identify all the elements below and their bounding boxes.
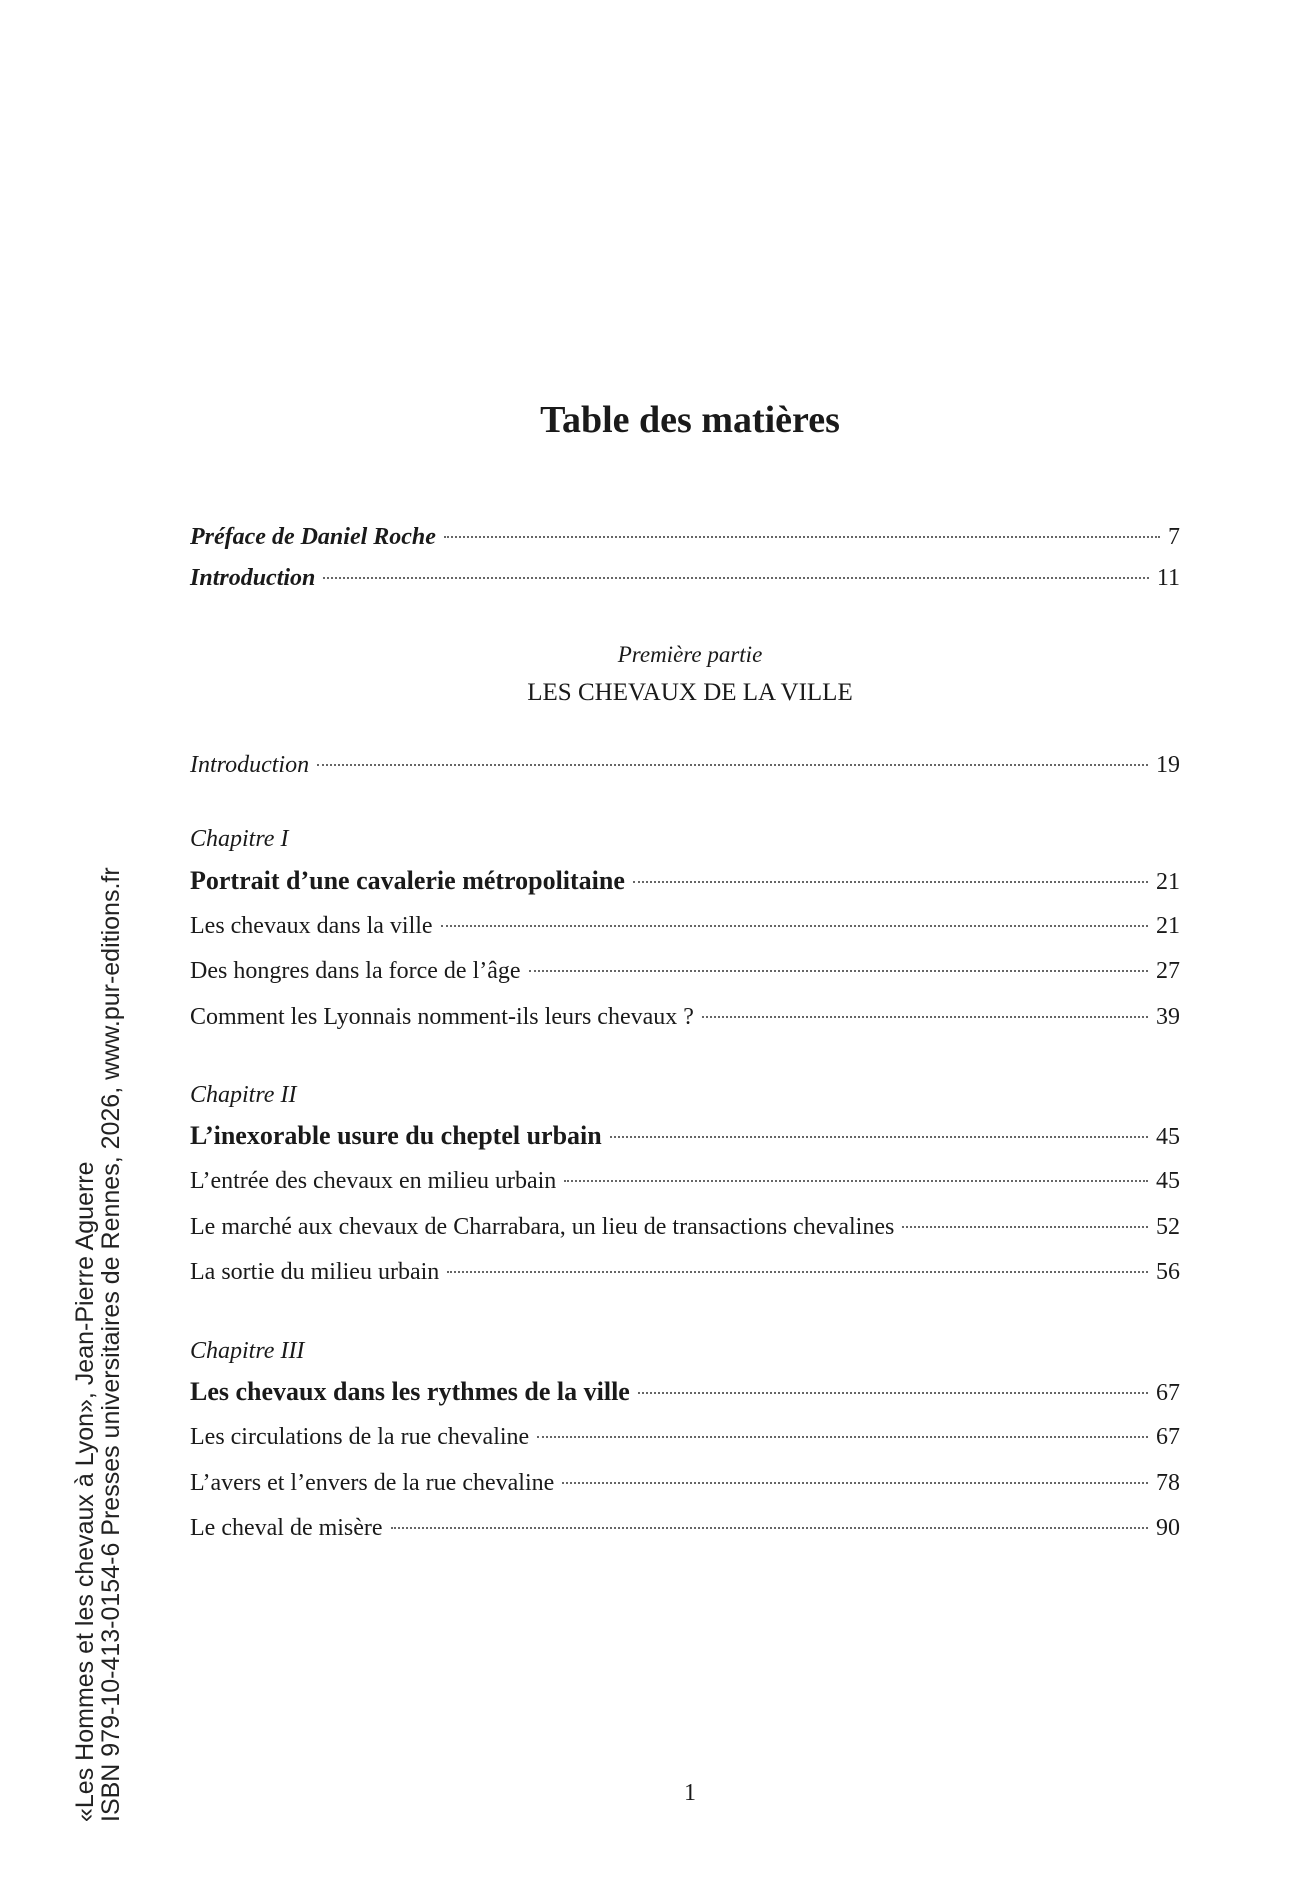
toc-entry-label: L’entrée des chevaux en milieu urbain <box>190 1168 557 1194</box>
toc-entry-label: Introduction <box>190 565 316 591</box>
side-credit <box>72 867 124 1822</box>
dot-leader <box>702 1016 1148 1018</box>
toc-entry-part-introduction[interactable] <box>190 750 1180 780</box>
chapter-label: Chapitre I <box>190 826 289 852</box>
toc-entry-section[interactable] <box>190 911 1180 941</box>
dot-leader <box>444 536 1160 538</box>
toc-entry-label: Introduction <box>190 752 310 778</box>
toc-entry-label: Le marché aux chevaux de Charrabara, un lieu de transactions chevalines <box>190 1214 895 1240</box>
toc-entry-chapter-title[interactable] <box>190 866 1180 897</box>
side-credit-line: ISBN 979-10-413-0154-6 Presses universitaires de Rennes, 2026, www.pur-editions.fr <box>97 867 125 1822</box>
toc-page-number: 21 <box>1156 869 1180 895</box>
toc-page-number: 11 <box>1156 565 1180 591</box>
chapter-label: Chapitre III <box>190 1338 305 1364</box>
dot-leader <box>562 1482 1148 1484</box>
toc-entry-label: Les chevaux dans la ville <box>190 913 433 939</box>
dot-leader <box>441 925 1148 927</box>
toc-entry-preface[interactable] <box>190 522 1180 552</box>
dot-leader <box>633 881 1148 883</box>
dot-leader <box>447 1271 1148 1273</box>
dot-leader <box>902 1226 1148 1228</box>
toc-entry-label: Les chevaux dans les rythmes de la ville <box>190 1377 630 1406</box>
dot-leader <box>564 1180 1148 1182</box>
part-label: Première partie <box>617 642 763 667</box>
toc-page-number: 27 <box>1156 958 1180 984</box>
toc-page-number: 39 <box>1156 1004 1180 1030</box>
toc-entry-label: L’inexorable usure du cheptel urbain <box>190 1121 602 1150</box>
toc-page-number: 45 <box>1156 1168 1180 1194</box>
dot-leader <box>317 764 1148 766</box>
toc-page-number: 67 <box>1156 1424 1180 1450</box>
toc-entry-section[interactable] <box>190 1166 1180 1196</box>
toc-entry-chapter-title[interactable] <box>190 1121 1180 1152</box>
toc-entry-label: Les circulations de la rue chevaline <box>190 1424 530 1450</box>
page-title: Table des matières <box>540 399 840 441</box>
toc-entry-introduction[interactable] <box>190 563 1180 593</box>
toc-entry-label: Comment les Lyonnais nomment-ils leurs chevaux ? <box>190 1004 694 1030</box>
dot-leader <box>537 1436 1148 1438</box>
page-number: 1 <box>684 1780 696 1806</box>
toc-entry-section[interactable] <box>190 1257 1180 1287</box>
toc-page-number: 21 <box>1156 913 1180 939</box>
dot-leader <box>323 577 1149 579</box>
toc-page-number: 7 <box>1168 524 1180 550</box>
toc-entry-label: Le cheval de misère <box>190 1515 383 1541</box>
toc-entry-label: L’avers et l’envers de la rue chevaline <box>190 1470 555 1496</box>
toc-entry-chapter-title[interactable] <box>190 1377 1180 1408</box>
chapter-label: Chapitre II <box>190 1082 297 1108</box>
side-credit-line: «Les Hommes et les chevaux à Lyon», Jean-Pierre Aguerre <box>71 1161 99 1822</box>
toc-page-number: 56 <box>1156 1259 1180 1285</box>
dot-leader <box>529 970 1148 972</box>
dot-leader <box>638 1392 1148 1394</box>
toc-page-number: 19 <box>1156 752 1180 778</box>
toc-entry-label: Préface de Daniel Roche <box>190 524 436 550</box>
toc-entry-section[interactable] <box>190 956 1180 986</box>
toc-entry-section[interactable] <box>190 1422 1180 1452</box>
dot-leader <box>610 1136 1148 1138</box>
toc-page-number: 78 <box>1156 1470 1180 1496</box>
toc-entry-label: Des hongres dans la force de l’âge <box>190 958 521 984</box>
toc-entry-section[interactable] <box>190 1513 1180 1543</box>
toc-page-number: 67 <box>1156 1380 1180 1406</box>
toc-entry-section[interactable] <box>190 1212 1180 1242</box>
dot-leader <box>391 1527 1148 1529</box>
toc-entry-section[interactable] <box>190 1002 1180 1032</box>
toc-entry-section[interactable] <box>190 1468 1180 1498</box>
toc-page-number: 45 <box>1156 1124 1180 1150</box>
toc-page-number: 52 <box>1156 1214 1180 1240</box>
toc-entry-label: La sortie du milieu urbain <box>190 1259 440 1285</box>
part-title: LES CHEVAUX DE LA VILLE <box>527 679 853 706</box>
toc-page-number: 90 <box>1156 1515 1180 1541</box>
toc-entry-label: Portrait d’une cavalerie métropolitaine <box>190 866 625 895</box>
